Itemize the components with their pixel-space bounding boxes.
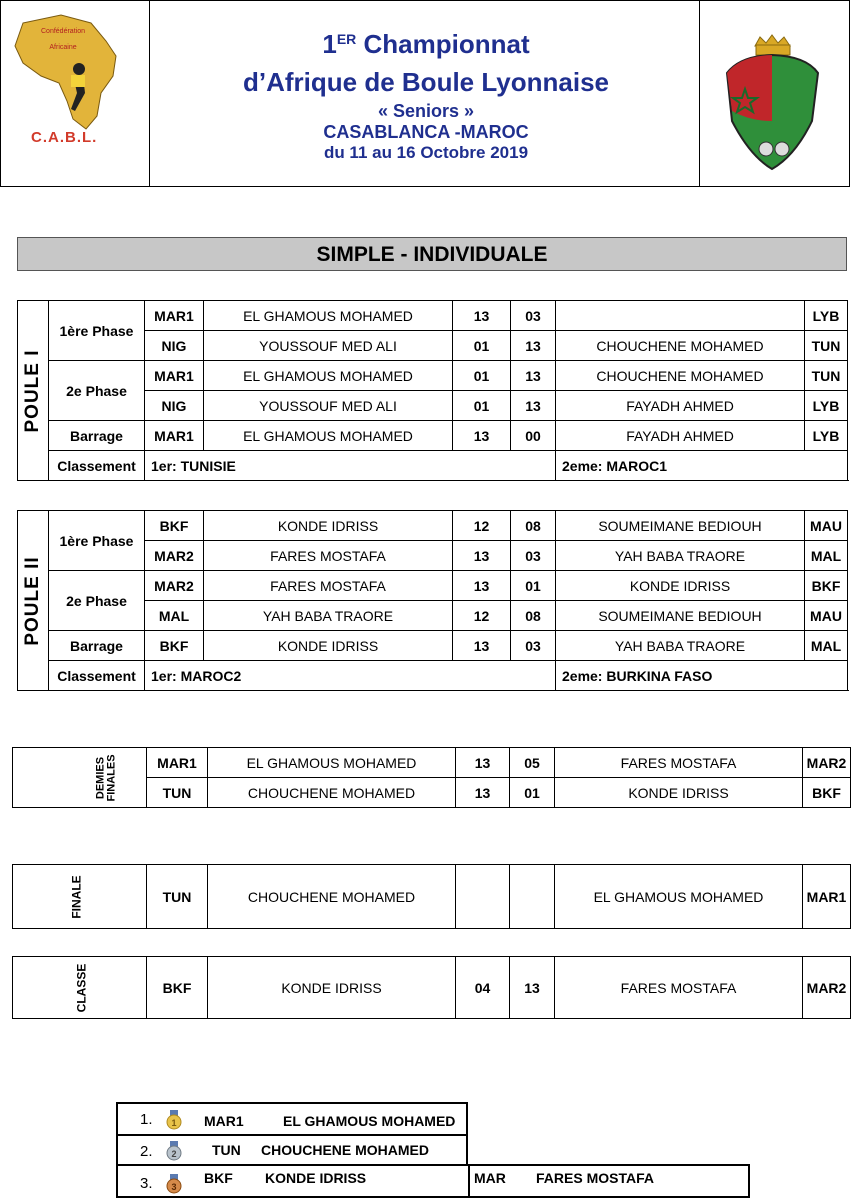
player-name: YAH BABA TRAORE <box>556 631 805 661</box>
player-name <box>556 301 805 331</box>
player-name: KONDE IDRISS <box>555 778 803 808</box>
player-name: EL GHAMOUS MOHAMED <box>208 748 456 778</box>
svg-text:Africaine: Africaine <box>49 44 77 51</box>
player-name: FARES MOSTAFA <box>555 748 803 778</box>
country-code: MAR2 <box>803 748 851 778</box>
score: 13 <box>456 748 510 778</box>
frmbs-crest-icon <box>700 1 849 186</box>
country-code: BKF <box>803 778 851 808</box>
podium-name: KONDE IDRISS <box>265 1170 367 1186</box>
podium-second <box>116 1134 468 1166</box>
left-logo-cell <box>1 1 150 186</box>
country-code: MAR2 <box>145 541 204 571</box>
phase-label: Barrage <box>49 631 145 661</box>
player-name: FAYADH AHMED <box>556 391 805 421</box>
country-code: MAR1 <box>145 361 204 391</box>
score: 08 <box>511 511 556 541</box>
country-code: MAU <box>805 601 848 631</box>
score: 13 <box>511 391 556 421</box>
score: 05 <box>510 748 555 778</box>
player-name: YAH BABA TRAORE <box>556 541 805 571</box>
podium-name: CHOUCHENE MOHAMED <box>261 1142 429 1158</box>
title-line-2: d’Afrique de Boule Lyonnaise <box>243 67 609 97</box>
country-code: TUN <box>147 865 208 929</box>
podium-country: MAR <box>474 1170 506 1186</box>
score: 13 <box>511 331 556 361</box>
country-code: MAL <box>805 631 848 661</box>
phase-label: 1ère Phase <box>49 511 145 571</box>
phase-label: 2e Phase <box>49 361 145 421</box>
player-name: KONDE IDRISS <box>208 957 456 1019</box>
rank-number: 3. <box>140 1175 153 1192</box>
podium-country: BKF <box>204 1170 233 1186</box>
classement-label: Classement <box>49 451 145 481</box>
svg-text:3: 3 <box>171 1182 177 1192</box>
country-code: BKF <box>145 631 204 661</box>
cabl-logo-text: C.A.B.L. <box>31 129 98 146</box>
classement-label: Classement <box>49 661 145 691</box>
score: 13 <box>453 421 511 451</box>
country-code: TUN <box>805 361 848 391</box>
podium-name: EL GHAMOUS MOHAMED <box>283 1113 456 1129</box>
player-name: FAYADH AHMED <box>556 421 805 451</box>
gold-medal-icon <box>166 1110 182 1130</box>
score: 13 <box>510 957 555 1019</box>
player-name: FARES MOSTAFA <box>555 957 803 1019</box>
finale-label: FINALE <box>13 865 147 929</box>
score <box>510 865 555 929</box>
phase-label: 2e Phase <box>49 571 145 631</box>
podium-divider <box>468 1164 470 1198</box>
country-code: LYB <box>805 421 848 451</box>
podium-country: TUN <box>212 1142 241 1158</box>
demies-label: DEMIES FINALES <box>13 748 147 808</box>
player-name: EL GHAMOUS MOHAMED <box>204 421 453 451</box>
country-code: BKF <box>805 571 848 601</box>
player-name: CHOUCHENE MOHAMED <box>208 865 456 929</box>
score: 03 <box>511 631 556 661</box>
score: 13 <box>453 631 511 661</box>
player-name: KONDE IDRISS <box>204 631 453 661</box>
score: 12 <box>453 511 511 541</box>
logo-left-small: Confédération <box>41 28 85 35</box>
classement-first: 1er: TUNISIE <box>145 451 556 481</box>
score: 13 <box>453 541 511 571</box>
country-code: MAR1 <box>803 865 851 929</box>
player-name: CHOUCHENE MOHAMED <box>556 361 805 391</box>
score: 04 <box>456 957 510 1019</box>
title-line-3: « Seniors » <box>377 101 475 121</box>
score: 01 <box>453 361 511 391</box>
score <box>456 865 510 929</box>
country-code: BKF <box>145 511 204 541</box>
player-name: SOUMEIMANE BEDIOUH <box>556 601 805 631</box>
score: 00 <box>511 421 556 451</box>
right-logo-cell <box>700 1 849 186</box>
score: 01 <box>453 391 511 421</box>
country-code: BKF <box>147 957 208 1019</box>
score: 03 <box>511 301 556 331</box>
country-code: MAR1 <box>145 421 204 451</box>
country-code: MAU <box>805 511 848 541</box>
poule-1-table <box>17 300 848 481</box>
player-name: KONDE IDRISS <box>204 511 453 541</box>
country-code: NIG <box>145 391 204 421</box>
bronze-medal-icon <box>166 1174 182 1194</box>
score: 12 <box>453 601 511 631</box>
player-name: FARES MOSTAFA <box>204 571 453 601</box>
country-code: MAR2 <box>145 571 204 601</box>
country-code: TUN <box>147 778 208 808</box>
podium-name: FARES MOSTAFA <box>536 1170 654 1186</box>
score: 03 <box>511 541 556 571</box>
country-code: MAL <box>145 601 204 631</box>
podium-third <box>116 1164 750 1198</box>
svg-text:2: 2 <box>171 1149 177 1159</box>
podium-country: MAR1 <box>204 1113 244 1129</box>
africa-logo-icon <box>1 1 150 186</box>
score: 13 <box>511 361 556 391</box>
classe-table <box>12 956 851 1019</box>
country-code: MAR2 <box>803 957 851 1019</box>
player-name: EL GHAMOUS MOHAMED <box>204 301 453 331</box>
classement-first: 1er: MAROC2 <box>145 661 556 691</box>
score: 13 <box>453 571 511 601</box>
country-code: TUN <box>805 331 848 361</box>
title-line-4: CASABLANCA -MAROC <box>323 122 529 142</box>
player-name: SOUMEIMANE BEDIOUH <box>556 511 805 541</box>
poule-1-label: POULE I <box>18 301 49 481</box>
phase-label: Barrage <box>49 421 145 451</box>
country-code: LYB <box>805 301 848 331</box>
score: 01 <box>510 778 555 808</box>
score: 01 <box>453 331 511 361</box>
demies-finales-table <box>12 747 851 808</box>
phase-label: 1ère Phase <box>49 301 145 361</box>
finale-table <box>12 864 851 929</box>
silver-medal-icon <box>166 1141 182 1161</box>
player-name: YAH BABA TRAORE <box>204 601 453 631</box>
classement-second: 2eme: MAROC1 <box>556 451 848 481</box>
svg-text:1: 1 <box>171 1118 177 1128</box>
score: 01 <box>511 571 556 601</box>
score: 13 <box>453 301 511 331</box>
country-code: LYB <box>805 391 848 421</box>
rank-number: 1. <box>140 1111 153 1128</box>
player-name: EL GHAMOUS MOHAMED <box>204 361 453 391</box>
rank-number: 2. <box>140 1143 153 1160</box>
poule-2-label: POULE II <box>18 511 49 691</box>
classe-label: CLASSE <box>13 957 147 1019</box>
score: 13 <box>456 778 510 808</box>
country-code: MAR1 <box>145 301 204 331</box>
title-line-5: du 11 au 16 Octobre 2019 <box>323 143 529 162</box>
player-name: FARES MOSTAFA <box>204 541 453 571</box>
poule-2-table <box>17 510 848 691</box>
player-name: KONDE IDRISS <box>556 571 805 601</box>
player-name: CHOUCHENE MOHAMED <box>208 778 456 808</box>
country-code: MAR1 <box>147 748 208 778</box>
player-name: CHOUCHENE MOHAMED <box>556 331 805 361</box>
player-name: YOUSSOUF MED ALI <box>204 391 453 421</box>
player-name: YOUSSOUF MED ALI <box>204 331 453 361</box>
player-name: EL GHAMOUS MOHAMED <box>555 865 803 929</box>
country-code: NIG <box>145 331 204 361</box>
score: 08 <box>511 601 556 631</box>
podium-first <box>116 1102 468 1136</box>
country-code: MAL <box>805 541 848 571</box>
classement-second: 2eme: BURKINA FASO <box>556 661 848 691</box>
title-line-1: 1ER Championnat <box>322 29 530 59</box>
section-banner: SIMPLE - INDIVIDUALE <box>17 237 847 271</box>
header-box <box>0 0 850 187</box>
